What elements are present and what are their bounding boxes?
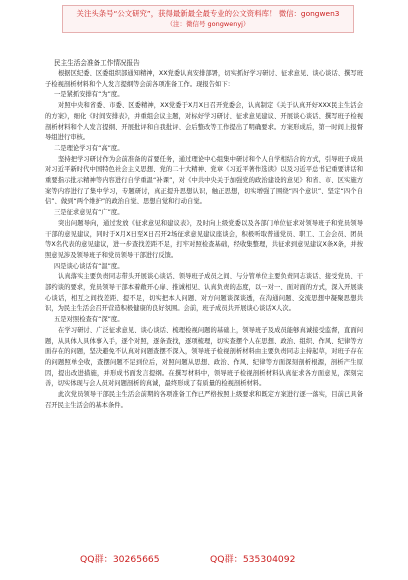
paragraph: 突出问题导向，通过发放《征求意见和建议表》，及时向上级党委以及各部门单位征求对领导班子和党员领导干部的意见建议，同时于X月X日至X日召开2场征求意见建议座谈会，积极听取普通党员、职工、工会会员、团员等X名代表的意见建议，进一步查找差距不足，打牢对照检查基础，经收集整理，共征求到意见建议X条X条，并按照意见涉及领导班子和党员领导干部进行反馈。 bbox=[45, 219, 363, 259]
paragraph: 根据区纪委、区委组织部通知精神，XX党委认真安排部署，切实抓好学习研讨、征求意见、谈心谈话、撰写班子检视剖析材料和个人发言提纲等会前各项准备工作。现报告如下： bbox=[45, 70, 363, 88]
footer-contact bbox=[0, 551, 408, 569]
footer-qq-group-2: QQ群：535304092 bbox=[210, 554, 296, 565]
section-heading: 三是征求意见有“广”度。 bbox=[54, 209, 124, 217]
paragraph: 对照中央和省委、市委、区委精神，XX党委于X月X日召开党委会，认真制定《关于认真开好XXX民主生活会的方案》，细化《时间安排表》，并重组会议主题，对标好学习研讨、征求意见建议、开展谈心谈话、撰写班子检视剖析材料和个人发言提纲、开展批评和自我批评、会后整改等工作提出了明确要求。方案形成后，第一时间上报督导组进行审核。 bbox=[45, 102, 363, 142]
section-heading: 四是谈心谈话有“温”度。 bbox=[54, 262, 124, 270]
promo-banner-text: 关注头条号“公文研究”，获得最新最全最专业的公文资料库！ 微信：gongwen3 bbox=[76, 9, 340, 18]
document-body bbox=[45, 58, 363, 412]
section-heading: 一是紧抓安排有“为”度。 bbox=[54, 91, 124, 99]
document-title: 民主生活会准备工作情况报告 bbox=[54, 59, 140, 67]
paragraph: 认真落实主要负责同志带头开展谈心谈话、领导班子成员之间、与分管单位主要负责同志谈话、接受党员、干部约谈的要求，党员领导干部本着敞开心扉、推诚相见、认真负责的态度，以一对一、面对面的方式，深入开展谈心谈话，相互之间找差距、提不足，切实把本人问题、对方问题谈深谈透，在沟通问题、交流思想中凝聚思想共识，为民主生活会召开营造积极健康的良好氛围。会前，班子成员共开展谈心谈话X人次。 bbox=[45, 273, 363, 313]
paragraph: 坚持把学习研讨作为会前准备的首要任务，通过理论中心组集中研讨和个人自学相结合的方式，引导班子成员对习近平新时代中国特色社会主义思想、党的二十大精神、党章《习近平著作选读》以及习近平总书记重要讲话和重要指示批示精神等内容进行自学重温“补课”，对《中共中央关于加强党的政治建设的意见》和省、市、区实施方案等内容进行了集中学习，专题研讨，真正提升思想认识，触正思想，切实增强了围绕“四个意识”、坚定“四个自信”、做到“两个维护”的政治自觉、思想自觉和行动自觉。 bbox=[45, 155, 363, 206]
document-blocks bbox=[45, 69, 363, 412]
section-heading: 二是理论学习有“高”度。 bbox=[54, 144, 124, 152]
promo-banner bbox=[62, 5, 354, 33]
footer-qq-group-1: QQ群：30265665 bbox=[80, 554, 160, 565]
promo-banner-subtext: （注：微信号 gongwenyj） bbox=[166, 20, 250, 28]
section-heading: 五是对照检查有“深”度。 bbox=[54, 316, 124, 324]
paragraph: 在学习研讨、广泛征求意见、谈心谈话、梳理检视问题的基础上，领导班子及成员能够真诚接受监督，直面问题，从具体人具体事入手，逐个对照，逐条查找，逐项梳理，切实查摆个人在思想、政治、组织、作风、纪律等方面存在的问题，坚决避免不认真对问题查摆不深入，领导班子检视剖析材料由主要负责同志主持起草，对班子存在的问题照单全收，查摆问题不足到位后，对照问题从思想、政治、作风、纪律等方面深刻剖析根源，剖析产生原因，提出改进措施，并形成书面发言提纲。在撰写材料中，领导班子检视剖析材料认真征求各方面意见，深刻完善，切实体现与会人员对问题剖析的真诚，最终形成了有质量的检视剖析材料。 bbox=[45, 326, 363, 388]
paragraph: 此次党员领导干部民主生活会前期的各项准备工作已严格按照上级要求和既定方案进行逐一落实，目前已具备召开民主生活会的基本条件。 bbox=[45, 391, 363, 409]
